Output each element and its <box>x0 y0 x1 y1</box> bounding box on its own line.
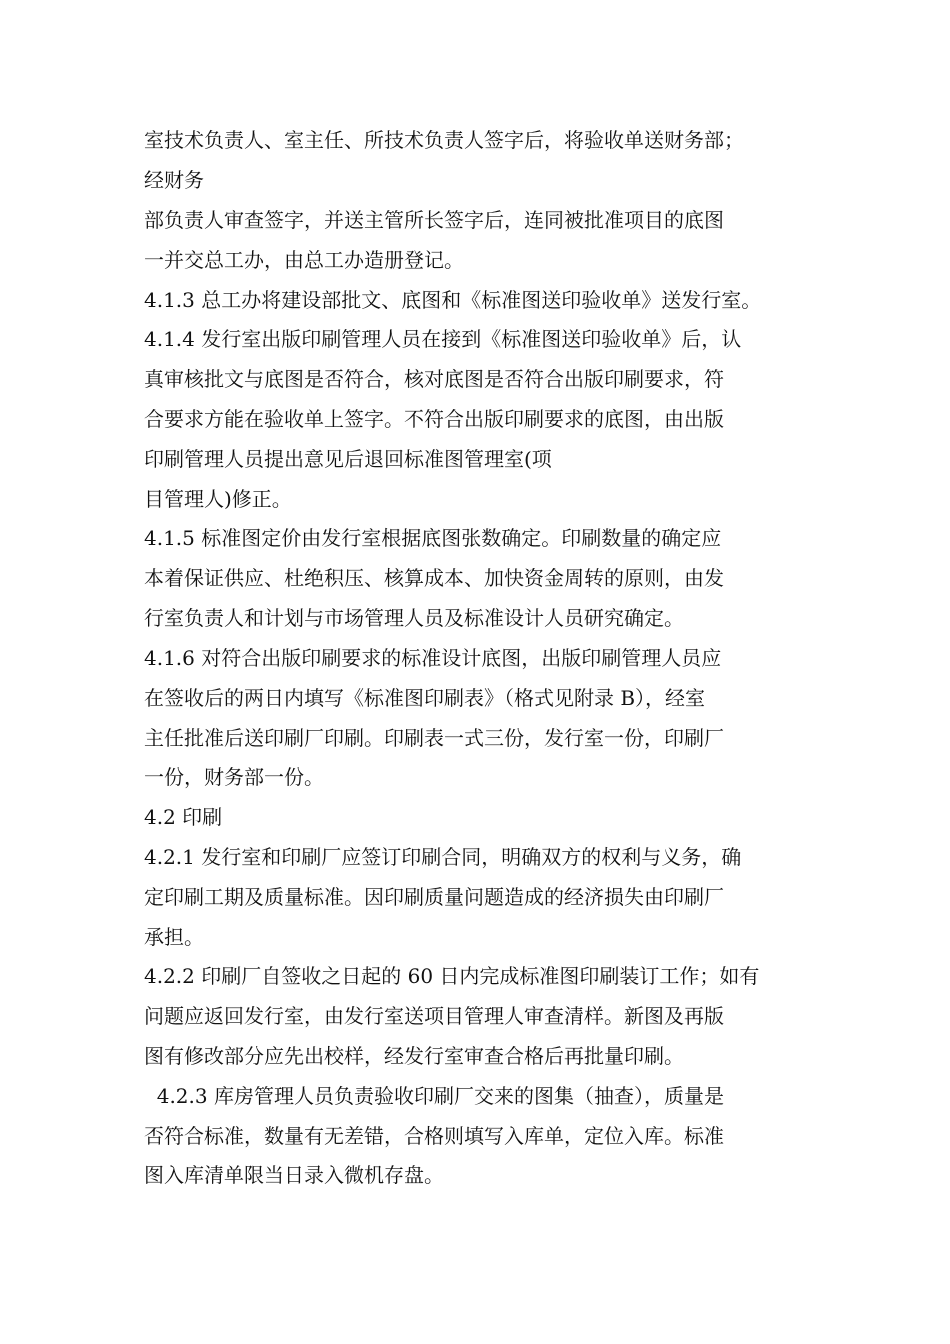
text-line: 印刷管理人员提出意见后退回标准图管理室(项 <box>144 447 552 471</box>
text-line: 4.1.5 标准图定价由发行室根据底图张数确定。印刷数量的确定应 <box>144 526 722 550</box>
text-line: 4.2.2 印刷厂自签收之日起的 60 日内完成标准图印刷装订工作；如有 <box>144 964 760 988</box>
text-line: 定印刷工期及质量标准。因印刷质量问题造成的经济损失由印刷厂 <box>144 885 724 909</box>
text-line: 经财务 <box>144 168 204 192</box>
text-line: 本着保证供应、杜绝积压、核算成本、加快资金周转的原则，由发 <box>144 566 724 590</box>
text-line: 4.2.1 发行室和印刷厂应签订印刷合同，明确双方的权利与义务，确 <box>144 845 742 869</box>
text-line: 4.1.3 总工办将建设部批文、底图和《标准图送印验收单》送发行室。 <box>144 288 762 312</box>
text-line: 主任批准后送印刷厂印刷。印刷表一式三份，发行室一份，印刷厂 <box>144 726 724 750</box>
text-line: 部负责人审查签字，并送主管所长签字后，连同被批准项目的底图 <box>144 208 724 232</box>
text-line: 问题应返回发行室，由发行室送项目管理人审查清样。新图及再版 <box>144 1004 724 1028</box>
text-line: 在签收后的两日内填写《标准图印刷表》（格式见附录 B），经室 <box>144 686 706 710</box>
text-line: 图入库清单限当日录入微机存盘。 <box>144 1163 444 1187</box>
text-line: 目管理人)修正。 <box>144 487 292 511</box>
text-line: 4.2.3 库房管理人员负责验收印刷厂交来的图集（抽查），质量是 <box>144 1084 724 1108</box>
text-line: 行室负责人和计划与市场管理人员及标准设计人员研究确定。 <box>144 606 684 630</box>
text-line: 合要求方能在验收单上签字。不符合出版印刷要求的底图，由出版 <box>144 407 724 431</box>
text-line: 4.1.4 发行室出版印刷管理人员在接到《标准图送印验收单》后，认 <box>144 327 742 351</box>
text-line: 一份，财务部一份。 <box>144 765 324 789</box>
text-line: 图有修改部分应先出校样，经发行室审查合格后再批量印刷。 <box>144 1044 684 1068</box>
text-line: 承担。 <box>144 925 204 949</box>
text-line: 室技术负责人、室主任、所技术负责人签字后，将验收单送财务部； <box>144 128 744 152</box>
text-line: 4.1.6 对符合出版印刷要求的标准设计底图，出版印刷管理人员应 <box>144 646 722 670</box>
text-line: 真审核批文与底图是否符合，核对底图是否符合出版印刷要求，符 <box>144 367 724 391</box>
text-line: 否符合标准，数量有无差错，合格则填写入库单，定位入库。标准 <box>144 1124 724 1148</box>
section-heading: 4.2 印刷 <box>144 805 223 829</box>
text-line: 一并交总工办，由总工办造册登记。 <box>144 248 464 272</box>
